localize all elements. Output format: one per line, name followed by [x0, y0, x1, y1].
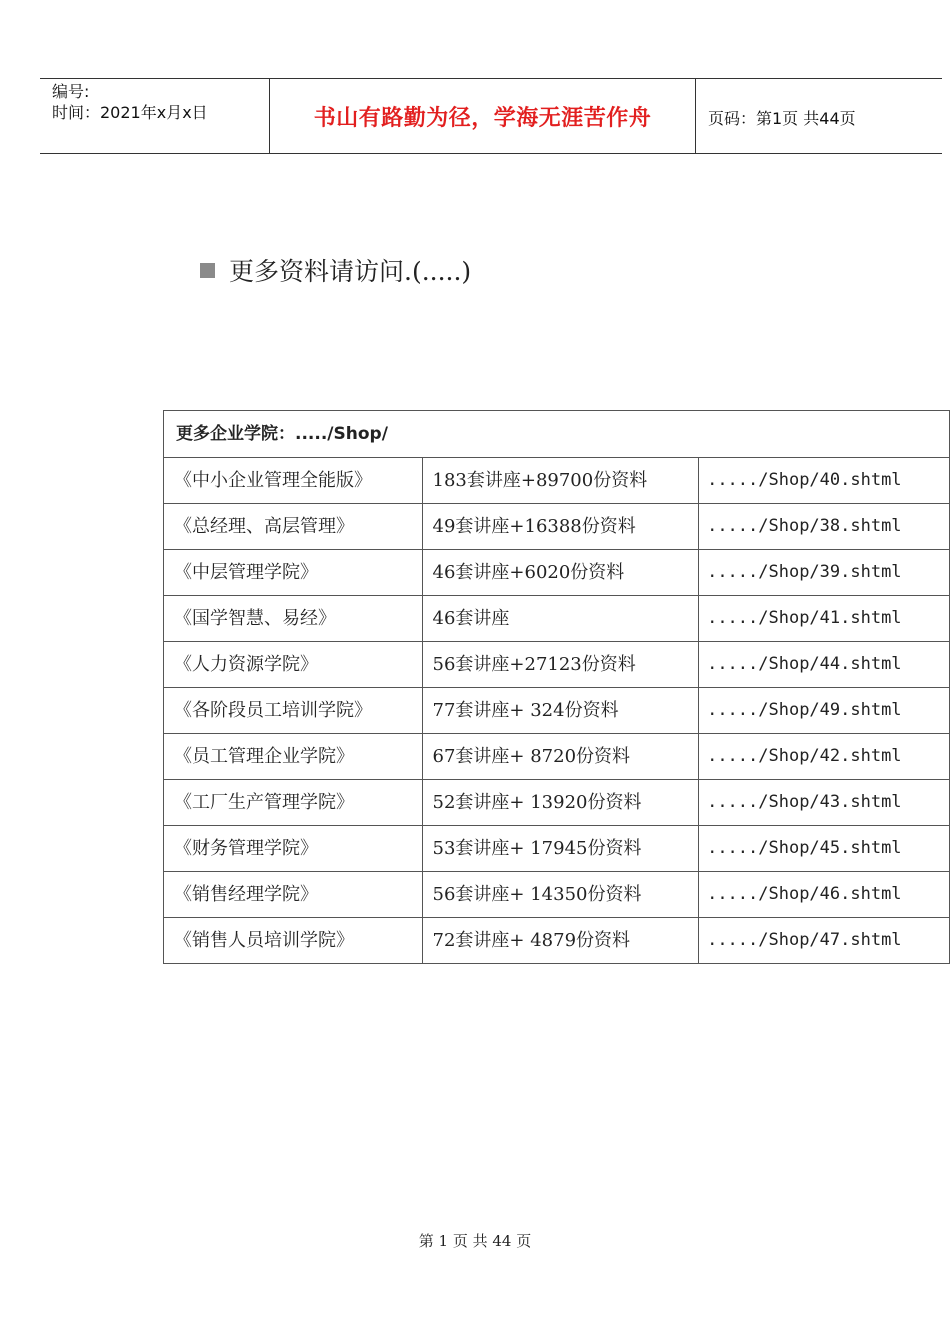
course-url-cell: ...../Shop/42.shtml: [699, 734, 950, 780]
course-url-cell: ...../Shop/38.shtml: [699, 504, 950, 550]
square-bullet-icon: [200, 263, 215, 278]
course-desc-cell: 46套讲座: [422, 596, 699, 642]
shop-table-container: [163, 410, 950, 964]
course-url-cell: ...../Shop/46.shtml: [699, 872, 950, 918]
table-row: [164, 780, 950, 826]
course-name-cell: 《工厂生产管理学院》: [164, 780, 423, 826]
course-name-cell: 《员工管理企业学院》: [164, 734, 423, 780]
table-header: 更多企业学院：...../Shop/: [164, 411, 950, 458]
table-row: [164, 504, 950, 550]
document-header: [40, 78, 942, 154]
course-desc-cell: 46套讲座+6020份资料: [422, 550, 699, 596]
course-url-cell: ...../Shop/45.shtml: [699, 826, 950, 872]
table-row: [164, 688, 950, 734]
course-name-cell: 《各阶段员工培训学院》: [164, 688, 423, 734]
course-desc-cell: 56套讲座+ 14350份资料: [422, 872, 699, 918]
course-name-cell: 《国学智慧、易经》: [164, 596, 423, 642]
course-desc-cell: 49套讲座+16388份资料: [422, 504, 699, 550]
course-desc-cell: 56套讲座+27123份资料: [422, 642, 699, 688]
table-row: [164, 596, 950, 642]
intro-line: [200, 252, 471, 288]
course-name-cell: 《中小企业管理全能版》: [164, 458, 423, 504]
course-url-cell: ...../Shop/39.shtml: [699, 550, 950, 596]
table-row: [164, 826, 950, 872]
table-row: [164, 918, 950, 964]
course-name-cell: 《销售经理学院》: [164, 872, 423, 918]
intro-text: 更多资料请访问.(.....): [229, 257, 472, 286]
header-page-info: 页码：第1页 共44页: [708, 108, 856, 128]
table-header-row: [164, 411, 950, 458]
course-url-cell: ...../Shop/47.shtml: [699, 918, 950, 964]
table-row: [164, 458, 950, 504]
course-name-cell: 《中层管理学院》: [164, 550, 423, 596]
shop-table: [163, 410, 950, 964]
header-motto: 书山有路勤为径，学海无涯苦作舟: [270, 79, 696, 153]
table-row: [164, 642, 950, 688]
course-desc-cell: 53套讲座+ 17945份资料: [422, 826, 699, 872]
course-url-cell: ...../Shop/49.shtml: [699, 688, 950, 734]
course-url-cell: ...../Shop/41.shtml: [699, 596, 950, 642]
course-desc-cell: 183套讲座+89700份资料: [422, 458, 699, 504]
header-meta-cell: [40, 79, 270, 153]
document-date: 时间：2021年x月x日: [52, 103, 208, 122]
course-url-cell: ...../Shop/43.shtml: [699, 780, 950, 826]
table-row: [164, 734, 950, 780]
course-url-cell: ...../Shop/40.shtml: [699, 458, 950, 504]
course-url-cell: ...../Shop/44.shtml: [699, 642, 950, 688]
page-footer: 第 1 页 共 44 页: [418, 1232, 532, 1250]
course-name-cell: 《财务管理学院》: [164, 826, 423, 872]
course-desc-cell: 72套讲座+ 4879份资料: [422, 918, 699, 964]
document-number-label: 编号:: [52, 82, 90, 101]
course-name-cell: 《销售人员培训学院》: [164, 918, 423, 964]
table-row: [164, 550, 950, 596]
course-name-cell: 《人力资源学院》: [164, 642, 423, 688]
course-desc-cell: 52套讲座+ 13920份资料: [422, 780, 699, 826]
course-desc-cell: 67套讲座+ 8720份资料: [422, 734, 699, 780]
course-desc-cell: 77套讲座+ 324份资料: [422, 688, 699, 734]
course-name-cell: 《总经理、高层管理》: [164, 504, 423, 550]
table-row: [164, 872, 950, 918]
